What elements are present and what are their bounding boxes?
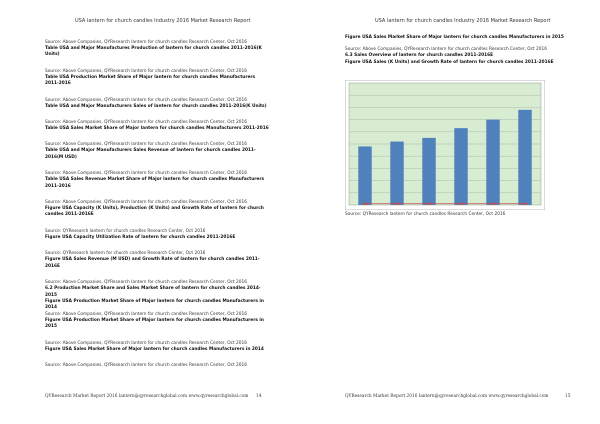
- bar: [390, 142, 403, 205]
- entry-title: Table USA and Major Manufacturers Sales Revenue of lantern for church candles 2011-2016(M USD): [45, 148, 256, 160]
- entry: [45, 200, 270, 229]
- source-line: Source: Above Companies, QYResearch lantern for church candles Research Center, Oct 2016: [345, 47, 547, 53]
- entry-title: 6.2 Production Market Share and Sales Market Share of lantern for church candles 2014-2015: [45, 286, 261, 298]
- entry: [45, 120, 270, 142]
- source-line: Source: Above Companies, QYResearch lantern for church candles Research Center, Oct 2016: [45, 40, 247, 45]
- growth-point: [427, 203, 431, 205]
- source-line: Source: Above Companies, QYResearch lantern for church candles Research Center, Oct 2016: [45, 120, 247, 126]
- page-footer: QYResearch Market Report 2016 lantern@qyresearchglobal.com www.qyresearchglobal.com: [45, 394, 249, 399]
- source-line: Source: Above Companies, QYResearch lantern for church candles Research Center, Oct 2016: [45, 97, 247, 103]
- entry-title: Table USA Sales Revenue Market Share of Major lantern for church candles Manufacturers 2011-2016: [45, 177, 265, 189]
- entry-title: Figure USA Production Market Share of Major lantern for church candles Manufacturers in 2015: [45, 317, 264, 330]
- entry: [45, 171, 270, 200]
- entry-title: Table USA Production Market Share of Major lantern for church candles Manufacturers 2011-2016: [45, 74, 256, 87]
- entry: [45, 280, 270, 299]
- entry-list: [45, 40, 270, 379]
- right-content: [345, 35, 570, 66]
- source-line: Source: Above Companies, QYResearch lantern for church candles Research Center, Oct 2016: [45, 171, 247, 177]
- entry: [45, 251, 270, 280]
- entry-title: Figure USA Sales Market Share of Major lantern for church candles Manufacturers in 2014: [45, 346, 264, 352]
- bar: [454, 128, 467, 205]
- source-line: Source: QYResearch lantern for church candles Research Center, Oct 2016: [45, 251, 206, 257]
- bar: [486, 120, 499, 205]
- figure-title: Figure USA Sales (K Units) and Growth Rate of lantern for church candles 2011-2016E: [345, 59, 554, 65]
- chart-source: Source: QYResearch lantern for church candles Research Center, Oct 2016: [345, 212, 506, 217]
- entry: [45, 229, 270, 251]
- entry-title: Figure USA Production Market Share of Major lantern for church candles Manufacturers in 2014: [45, 298, 264, 311]
- bar: [358, 146, 371, 205]
- source-line: Source: Above Companies, QYResearch lantern for church candles Research Center, Oct 2016: [45, 280, 247, 286]
- section-heading: 6.3 Sales Overview of lantern for church candles 2011-2016E: [345, 53, 494, 59]
- entry: [45, 142, 270, 171]
- right-page: [300, 0, 600, 424]
- entry: [45, 312, 270, 341]
- figure-title: Figure USA Sales Market Share of Major lantern for church candles Manufacturers in 2015: [345, 35, 564, 40]
- growth-point: [459, 203, 463, 205]
- page-number: 15: [565, 394, 571, 399]
- source-line: Source: Above Companies, QYResearch lantern for church candles Research Center, Oct 2016: [45, 340, 247, 346]
- growth-point: [491, 203, 495, 205]
- page-footer: QYResearch Market Report 2016 lantern@qyresearchglobal.com www.qyresearchglobal.com: [345, 394, 549, 399]
- bar: [518, 110, 531, 205]
- entry: [45, 341, 270, 363]
- entry: [45, 98, 270, 120]
- source-line: Source: Above Companies, QYResearch lantern for church candles Research Center, Oct 2016: [45, 200, 247, 206]
- page-header: USA lantern for church candles Industry 2016 Market Research Report: [375, 18, 551, 24]
- page-number: 14: [256, 394, 262, 399]
- entry: [45, 40, 270, 69]
- entry: [45, 363, 270, 379]
- bar: [422, 138, 435, 205]
- source-line: Source: Above Companies, QYResearch lantern for church candles Research Center, Oct 2016: [45, 311, 247, 317]
- entry-title: Figure USA Sales Revenue (M USD) and Growth Rate of lantern for church candles 2011-2016E: [45, 257, 260, 269]
- entry-title: Table USA and Major Manufacturers Sales of lantern for church candles 2011-2016(K Units): [45, 103, 267, 109]
- entry: [45, 299, 270, 312]
- growth-point: [523, 203, 527, 205]
- source-line: Source: Above Companies, QYResearch lantern for church candles Research Center, Oct 2016: [45, 142, 247, 148]
- entry-title: Figure USA Capacity Utilization Rate of lantern for church candles 2011-2016E: [45, 234, 236, 240]
- source-line: Source: QYResearch lantern for church candles Research Center, Oct 2016: [45, 228, 206, 234]
- sales-chart: [345, 80, 545, 210]
- entry: [45, 69, 270, 98]
- entry-title: Table USA and Major Manufactures Production of lantern for church candles 2011-2016(K Units): [45, 46, 262, 58]
- growth-point: [363, 203, 367, 205]
- page-header: USA lantern for church candles Industry 2016 Market Research Report: [75, 18, 251, 24]
- source-line: Source: Above Companies, QYResearch lantern for church candles Research Center, Oct 2016: [45, 68, 247, 74]
- source-line: Source: Above Companies, QYResearch lantern for church candles Research Center, Oct 2016: [45, 362, 247, 368]
- entry-title: Figure USA Capacity (K Units), Production (K Units) and Growth Rate of lantern for church candles 2011-2016E: [45, 206, 264, 218]
- entry-title: Table USA Sales Market Share of Major lantern for church candles Manufacturers 2011-2016: [45, 126, 269, 132]
- growth-point: [395, 203, 399, 205]
